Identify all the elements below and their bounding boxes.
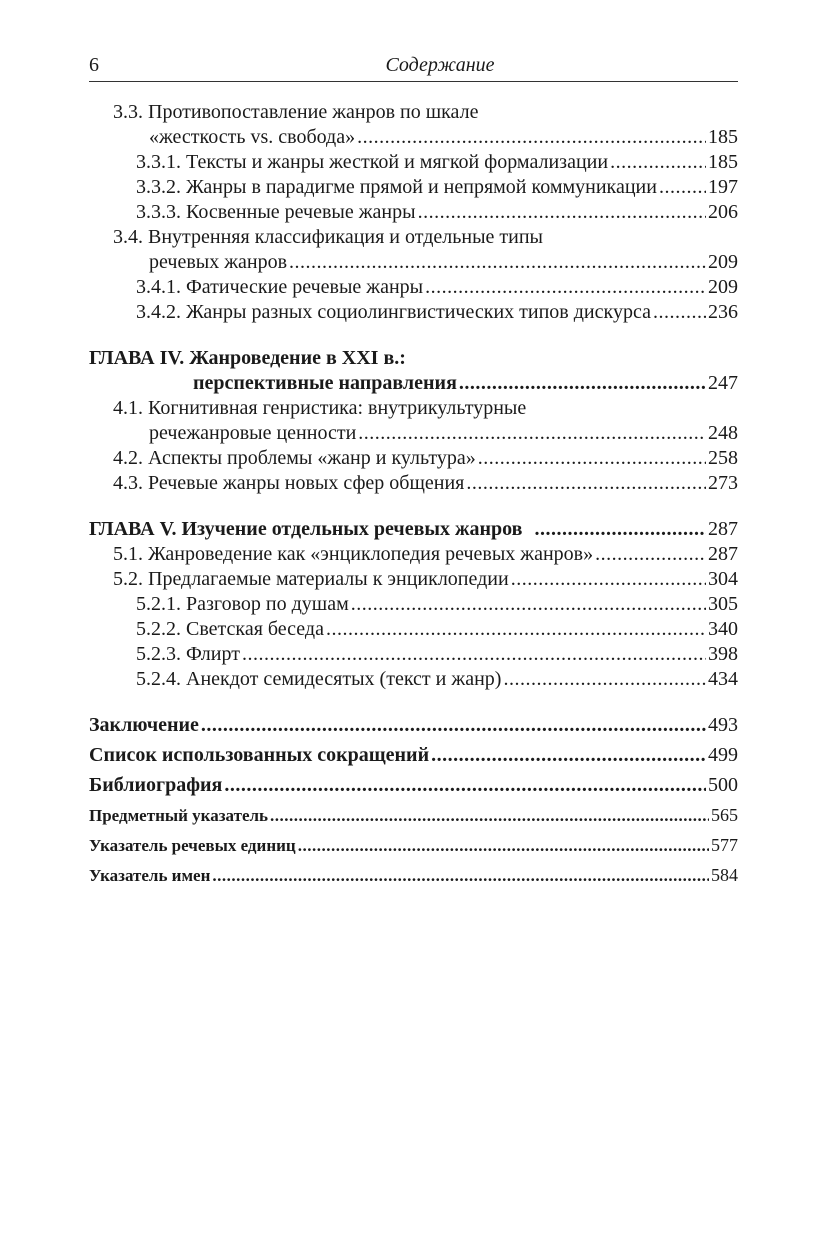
toc-entry-title: 4.1. Когнитивная генристика: внутрикультурные bbox=[113, 397, 527, 419]
toc-entry-3-3-1[interactable] bbox=[89, 150, 738, 175]
toc-chapter-4[interactable] bbox=[89, 346, 738, 396]
toc-page-number: 584 bbox=[711, 865, 738, 885]
section-gap bbox=[89, 692, 738, 713]
dot-leader bbox=[653, 300, 706, 325]
toc-abbreviations[interactable] bbox=[89, 743, 738, 768]
chapter-title-continued: перспективные направления bbox=[193, 372, 457, 394]
dot-leader bbox=[358, 421, 706, 446]
toc-entry-3-4[interactable] bbox=[89, 225, 738, 275]
toc-page-number: 304 bbox=[708, 568, 738, 590]
chapter-title: ГЛАВА IV. Жанроведение в XXI в.: bbox=[89, 347, 406, 369]
toc-entry-title: 5.2. Предлагаемые материалы к энциклопедии bbox=[113, 568, 509, 590]
toc-subject-index[interactable] bbox=[89, 803, 738, 828]
toc-entry-title: 4.3. Речевые жанры новых сфер общения bbox=[113, 472, 465, 494]
toc-page-number: 185 bbox=[708, 151, 738, 173]
toc-entry-4-1[interactable] bbox=[89, 396, 738, 446]
dot-leader bbox=[659, 175, 706, 200]
toc-entry-title: 5.2.4. Анекдот семидесятых (текст и жанр) bbox=[136, 668, 502, 690]
toc-conclusion[interactable] bbox=[89, 713, 738, 738]
section-gap bbox=[89, 496, 738, 517]
toc-entry-title: 3.3.2. Жанры в парадигме прямой и непрямой коммуникации bbox=[136, 176, 657, 198]
toc-entry-title: 5.2.2. Светская беседа bbox=[136, 618, 324, 640]
toc-entry-5-1[interactable] bbox=[89, 542, 738, 567]
toc-entry-5-2[interactable] bbox=[89, 567, 738, 592]
page-number: 6 bbox=[89, 54, 99, 76]
toc-entry-title: 5.1. Жанроведение как «энциклопедия речевых жанров» bbox=[113, 543, 594, 565]
toc-page-number: 273 bbox=[708, 472, 738, 494]
dot-leader bbox=[224, 773, 706, 798]
toc-entry-5-2-1[interactable] bbox=[89, 592, 738, 617]
toc-page-number: 287 bbox=[708, 518, 738, 540]
toc-entry-3-3-2[interactable] bbox=[89, 175, 738, 200]
dot-leader bbox=[289, 250, 706, 275]
toc-speech-units-index[interactable] bbox=[89, 833, 738, 858]
toc-page-number: 258 bbox=[708, 447, 738, 469]
toc-page-number: 247 bbox=[708, 372, 738, 394]
toc-page-number: 209 bbox=[708, 251, 738, 273]
toc-page-number: 565 bbox=[711, 805, 738, 825]
back-matter-title: Указатель речевых единиц bbox=[89, 836, 296, 855]
toc-entry-title: 3.3.1. Тексты и жанры жесткой и мягкой формализации bbox=[136, 151, 609, 173]
dot-leader bbox=[418, 200, 706, 225]
dot-leader bbox=[212, 863, 709, 888]
toc-entry-5-2-4[interactable] bbox=[89, 667, 738, 692]
dot-leader bbox=[298, 833, 709, 858]
toc-entry-3-3-3[interactable] bbox=[89, 200, 738, 225]
toc-page-number: 493 bbox=[708, 714, 738, 736]
toc-page-number: 206 bbox=[708, 201, 738, 223]
toc-page-number: 236 bbox=[708, 301, 738, 323]
toc-names-index[interactable] bbox=[89, 863, 738, 888]
table-of-contents bbox=[89, 100, 738, 893]
chapter-title: ГЛАВА V. Изучение отдельных речевых жанров bbox=[89, 518, 523, 540]
back-matter-title: Библиография bbox=[89, 774, 223, 796]
toc-entry-3-4-1[interactable] bbox=[89, 275, 738, 300]
dot-leader bbox=[425, 275, 706, 300]
toc-page-number: 499 bbox=[708, 744, 738, 766]
toc-entry-title: 3.4. Внутренняя классификация и отдельные типы bbox=[113, 226, 543, 248]
toc-entry-5-2-2[interactable] bbox=[89, 617, 738, 642]
dot-leader bbox=[459, 371, 706, 396]
toc-bibliography[interactable] bbox=[89, 773, 738, 798]
toc-page-number: 398 bbox=[708, 643, 738, 665]
back-matter-title: Указатель имен bbox=[89, 866, 211, 885]
toc-entry-title: 5.2.3. Флирт bbox=[136, 643, 240, 665]
dot-leader bbox=[466, 471, 706, 496]
toc-entry-title: 3.3. Противопоставление жанров по шкале bbox=[113, 101, 479, 123]
toc-page-number: 577 bbox=[711, 835, 738, 855]
toc-entry-title: 5.2.1. Разговор по душам bbox=[136, 593, 349, 615]
dot-leader bbox=[595, 542, 706, 567]
header-rule bbox=[89, 81, 738, 82]
toc-entry-4-2[interactable] bbox=[89, 446, 738, 471]
toc-page-number: 434 bbox=[708, 668, 738, 690]
running-title: Содержание bbox=[385, 54, 495, 76]
toc-page-number: 185 bbox=[708, 126, 738, 148]
toc-page-number: 340 bbox=[708, 618, 738, 640]
toc-entry-5-2-3[interactable] bbox=[89, 642, 738, 667]
dot-leader bbox=[326, 617, 706, 642]
dot-leader bbox=[503, 667, 706, 692]
dot-leader bbox=[270, 803, 709, 828]
dot-leader bbox=[511, 567, 706, 592]
section-gap bbox=[89, 325, 738, 346]
dot-leader bbox=[351, 592, 706, 617]
dot-leader bbox=[242, 642, 706, 667]
toc-page-number: 500 bbox=[708, 774, 738, 796]
back-matter-title: Заключение bbox=[89, 714, 199, 736]
back-matter-title: Предметный указатель bbox=[89, 806, 269, 825]
toc-page-number: 305 bbox=[708, 593, 738, 615]
toc-entry-3-4-2[interactable] bbox=[89, 300, 738, 325]
toc-entry-4-3[interactable] bbox=[89, 471, 738, 496]
dot-leader bbox=[357, 125, 706, 150]
dot-leader bbox=[534, 517, 706, 542]
toc-entry-title: 3.4.2. Жанры разных социолингвистических типов дискурса bbox=[136, 301, 651, 323]
toc-entry-title: 4.2. Аспекты проблемы «жанр и культура» bbox=[113, 447, 476, 469]
toc-entry-title: 3.3.3. Косвенные речевые жанры bbox=[136, 201, 416, 223]
toc-entry-title-continued: речевых жанров bbox=[149, 251, 288, 273]
toc-page-number: 248 bbox=[708, 422, 738, 444]
toc-page-number: 287 bbox=[708, 543, 738, 565]
dot-leader bbox=[610, 150, 706, 175]
toc-entry-title: 3.4.1. Фатические речевые жанры bbox=[136, 276, 424, 298]
toc-page-number: 197 bbox=[708, 176, 738, 198]
toc-entry-title-continued: «жесткость vs. свобода» bbox=[149, 126, 356, 148]
back-matter-title: Список использованных сокращений bbox=[89, 744, 430, 766]
toc-page-number: 209 bbox=[708, 276, 738, 298]
dot-leader bbox=[201, 713, 706, 738]
dot-leader bbox=[431, 743, 706, 768]
toc-chapter-5[interactable] bbox=[89, 517, 738, 542]
toc-entry-title-continued: речежанровые ценности bbox=[149, 422, 357, 444]
toc-entry-3-3[interactable] bbox=[89, 100, 738, 150]
dot-leader bbox=[478, 446, 706, 471]
